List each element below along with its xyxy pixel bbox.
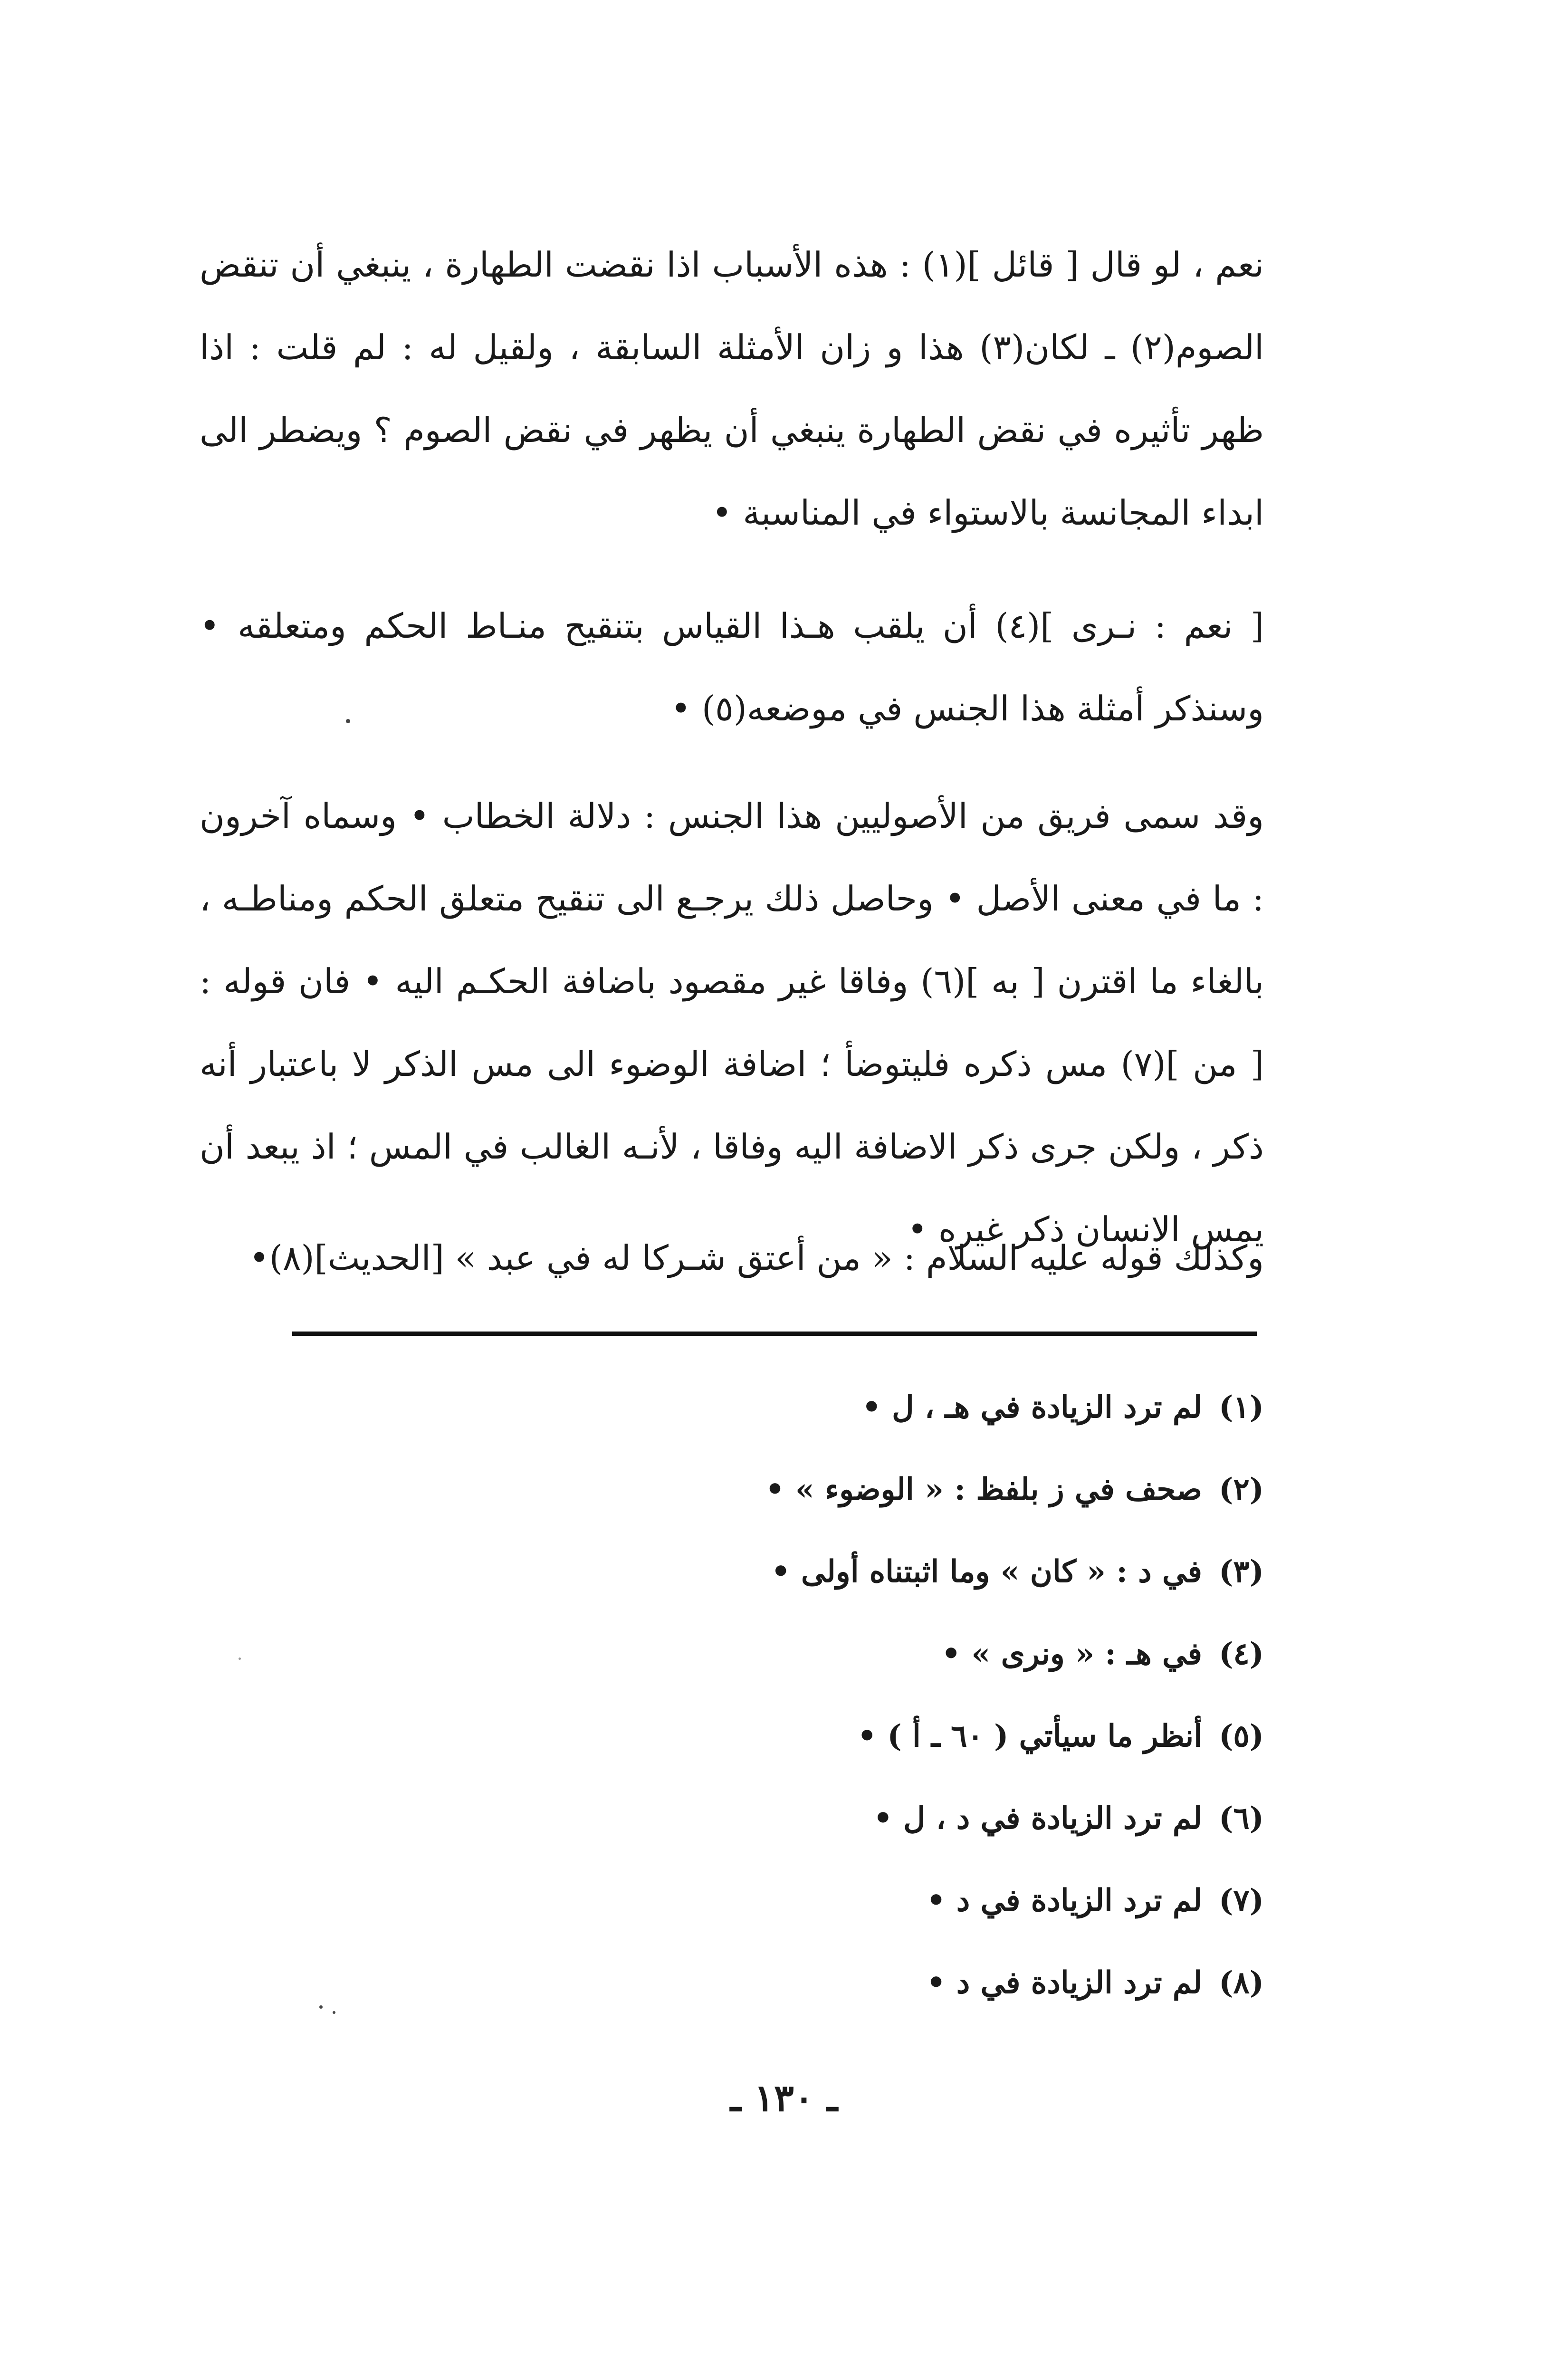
footnote-text: في د : « كان » وما اثبتناه أولى •: [771, 1554, 1202, 1590]
footnote-4: [361, 1613, 1264, 1695]
paragraph-1: نعم ، لو قال [ قائل ](١) : هذه الأسباب اذا نقضت الطهارة ، ينبغي أن تنقض الصوم(٢) ـ لكان(٣) هذا و زان الأمثلة السابقة ، ولقيل له : لم قلت : اذا ظهر تأثيره في نقض الطهارة ينبغي أن يظهر في نقض الصوم ؟ ويضطر الى ابداء المجانسة بالاستواء في المناسبة •: [200, 245, 1264, 533]
footnote-8: [361, 1942, 1264, 2024]
footnote-1: [361, 1366, 1264, 1448]
footnote-text: لم ترد الزيادة في د •: [926, 1965, 1202, 2001]
footnote-separator: [292, 1332, 1257, 1336]
scan-speck: [333, 2011, 335, 2014]
page-number: ـ ١٣٠ ـ: [730, 2077, 838, 2120]
footnote-number: (٧): [1219, 1883, 1264, 1918]
footnote-text: صحف في ز بلفظ : « الوضوء » •: [765, 1472, 1202, 1507]
footnote-text: لم ترد الزيادة في د •: [926, 1883, 1202, 1918]
footnote-6: [361, 1777, 1264, 1859]
footnote-5: [361, 1695, 1264, 1777]
footnote-number: (٢): [1219, 1472, 1264, 1507]
paragraph-2: [ نعم : نـرى ](٤) أن يلقب هـذا القياس بتنقيح منـاط الحكم ومتعلقه • وسنذكر أمثلة هذا الجنس في موضعه(٥) •: [200, 606, 1264, 728]
footnote-3: [361, 1531, 1264, 1613]
footnote-number: (٣): [1219, 1554, 1264, 1590]
footnote-number: (١): [1219, 1389, 1264, 1425]
paragraph-4: وكذلك قوله عليه السلام : « من أعتق شـركا له في عبد » [الحديث](٨)•: [249, 1238, 1264, 1278]
footnote-7: [361, 1859, 1264, 1942]
footnote-number: (٨): [1219, 1965, 1264, 2001]
footnote-text: لم ترد الزيادة في هـ ، ل •: [861, 1389, 1202, 1425]
scan-speck: [239, 1657, 241, 1660]
scan-speck: [346, 719, 350, 723]
footnote-number: (٥): [1219, 1718, 1264, 1754]
paragraph-3: وقد سمى فريق من الأصوليين هذا الجنس : دلالة الخطاب • وسماه آخرون : ما في معنى الأصل • وحاصل ذلك يرجـع الى تنقيح متعلق الحكم ومناطـه ، بالغاء ما اقترن [ به ](٦) وفاقا غير مقصود باضافة الحكـم اليه • فان قوله : [ من ](٧) مس ذكره فليتوضأ ؛ اضافة الوضوء الى مس الذكر لا باعتبار أنه ذكر ، ولكن جرى ذكر الاضافة اليه وفاقا ، لأنـه الغالب في المس ؛ اذ يبعد أن يمس الانسان ذكر غيره •: [200, 796, 1264, 1249]
scan-speck: [319, 2005, 323, 2009]
footnotes-list: [361, 1366, 1264, 2024]
footnote-number: (٤): [1219, 1636, 1264, 1672]
footnote-text: لم ترد الزيادة في د ، ل •: [873, 1801, 1202, 1836]
footnote-2: [361, 1448, 1264, 1531]
footnote-text: في هـ : « ونرى » •: [941, 1636, 1202, 1672]
footnote-number: (٦): [1219, 1801, 1264, 1836]
footnote-text: أنظر ما سيأتي ( ٦٠ ـ أ ) •: [857, 1718, 1202, 1754]
